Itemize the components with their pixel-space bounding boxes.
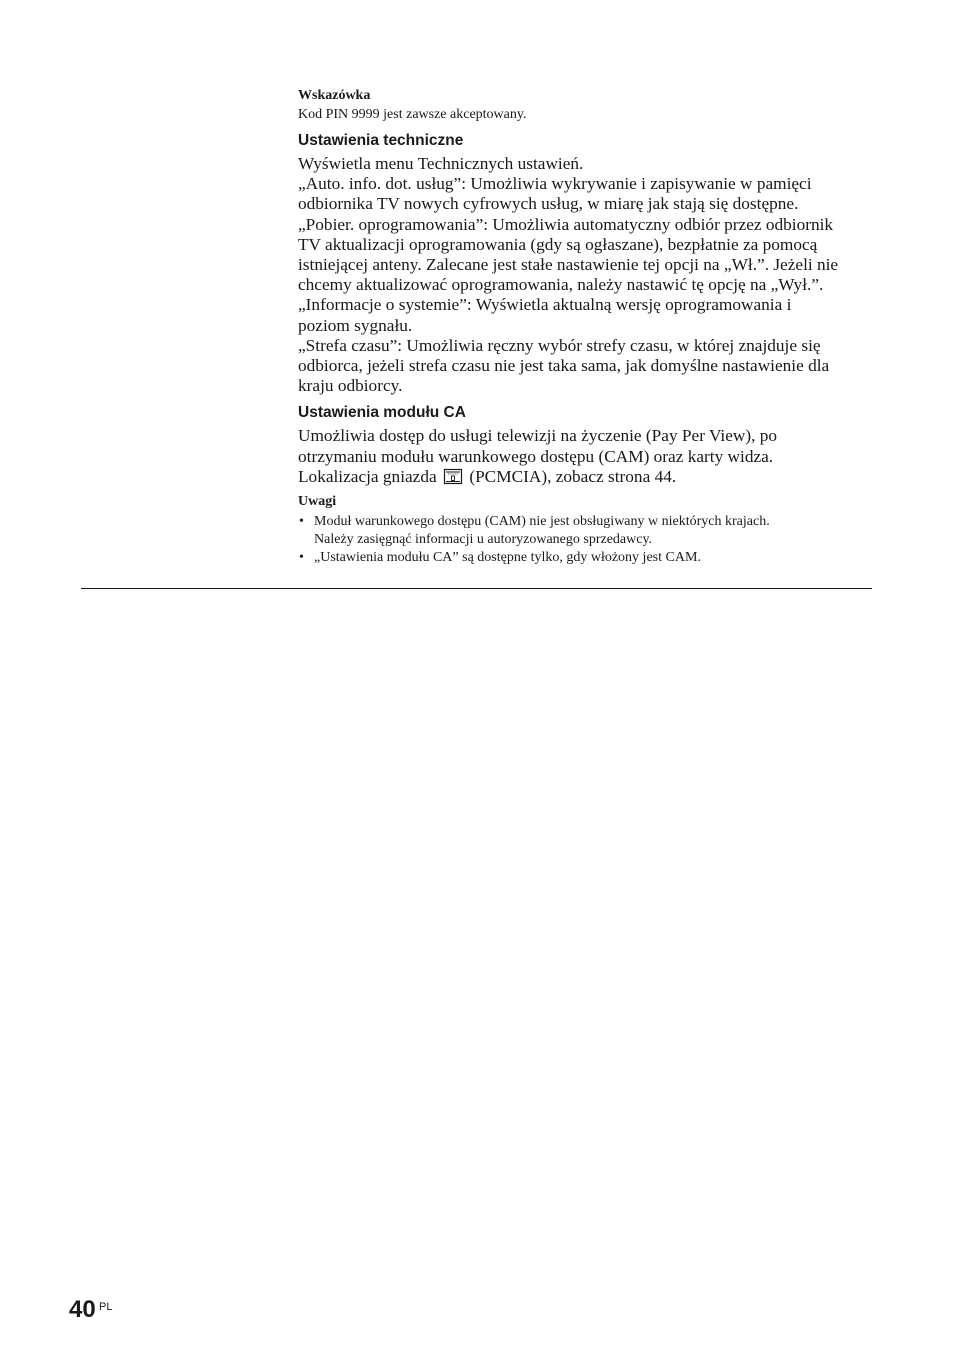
- bullet: •: [299, 514, 304, 530]
- text-line: „Auto. info. dot. usług”: Umożliwia wykrywanie i zapisywanie w pamięci: [298, 174, 812, 194]
- text-line: „Strefa czasu”: Umożliwia ręczny wybór strefy czasu, w której znajduje się: [298, 335, 821, 355]
- text-fragment: (PCMCIA), zobacz strona 44.: [469, 466, 677, 486]
- ca-module-heading: Ustawienia modułu CA: [298, 404, 466, 422]
- text-line: „Ustawienia modułu CA” są dostępne tylko, gdy włożony jest CAM.: [314, 550, 701, 566]
- ca-module-text: [298, 426, 874, 487]
- section-divider: [81, 588, 872, 589]
- notes-title: Uwagi: [298, 494, 337, 510]
- text-line: Wyświetla menu Technicznych ustawień.: [298, 154, 584, 173]
- text-line: kraju odbiorcy.: [298, 376, 403, 396]
- text-line: TV aktualizacji oprogramowania (gdy są ogłaszane), bezpłatnie za pomocą: [298, 234, 818, 254]
- technical-settings-text: [298, 154, 874, 396]
- text-line: otrzymaniu modułu warunkowego dostępu (CAM) oraz karty widza.: [298, 446, 774, 466]
- text-line: „Pobier. oprogramowania”: Umożliwia automatyczny odbiór przez odbiornik: [298, 214, 834, 234]
- page-content: [298, 87, 874, 567]
- notes-list: [298, 513, 874, 567]
- list-item: [298, 513, 874, 549]
- text-line: odbiornika TV nowych cyfrowych usług, w miarę jak stają się dostępne.: [298, 194, 799, 214]
- text-fragment: Lokalizacja gniazda: [298, 466, 437, 486]
- tip-title: Wskazówka: [298, 88, 371, 103]
- pcmcia-slot-icon: [443, 468, 463, 485]
- text-line: istniejącej anteny. Zalecane jest stałe nastawienie tej opcji na „Wł.”. Jeżeli nie: [298, 255, 839, 275]
- tip-text: Kod PIN 9999 jest zawsze akceptowany.: [298, 107, 527, 122]
- text-line: [298, 467, 874, 487]
- bullet: •: [299, 550, 304, 566]
- page-language: PL: [99, 1301, 113, 1313]
- text-line: „Informacje o systemie”: Wyświetla aktualną wersję oprogramowania i: [298, 295, 792, 315]
- page-number: 40: [69, 1296, 96, 1323]
- text-line: poziom sygnału.: [298, 315, 413, 335]
- list-item: [298, 549, 874, 567]
- text-line: chcemy aktualizować oprogramowania, należy nastawić tę opcję na „Wył.”.: [298, 275, 824, 295]
- text-line: Umożliwia dostęp do usługi telewizji na życzenie (Pay Per View), po: [298, 426, 778, 446]
- technical-settings-heading: Ustawienia techniczne: [298, 132, 464, 149]
- text-line: Należy zasięgnąć informacji u autoryzowanego sprzedawcy.: [314, 532, 653, 548]
- text-line: odbiorca, jeżeli strefa czasu nie jest taka sama, jak domyślne nastawienie dla: [298, 356, 830, 376]
- text-line: Moduł warunkowego dostępu (CAM) nie jest obsługiwany w niektórych krajach.: [314, 514, 770, 530]
